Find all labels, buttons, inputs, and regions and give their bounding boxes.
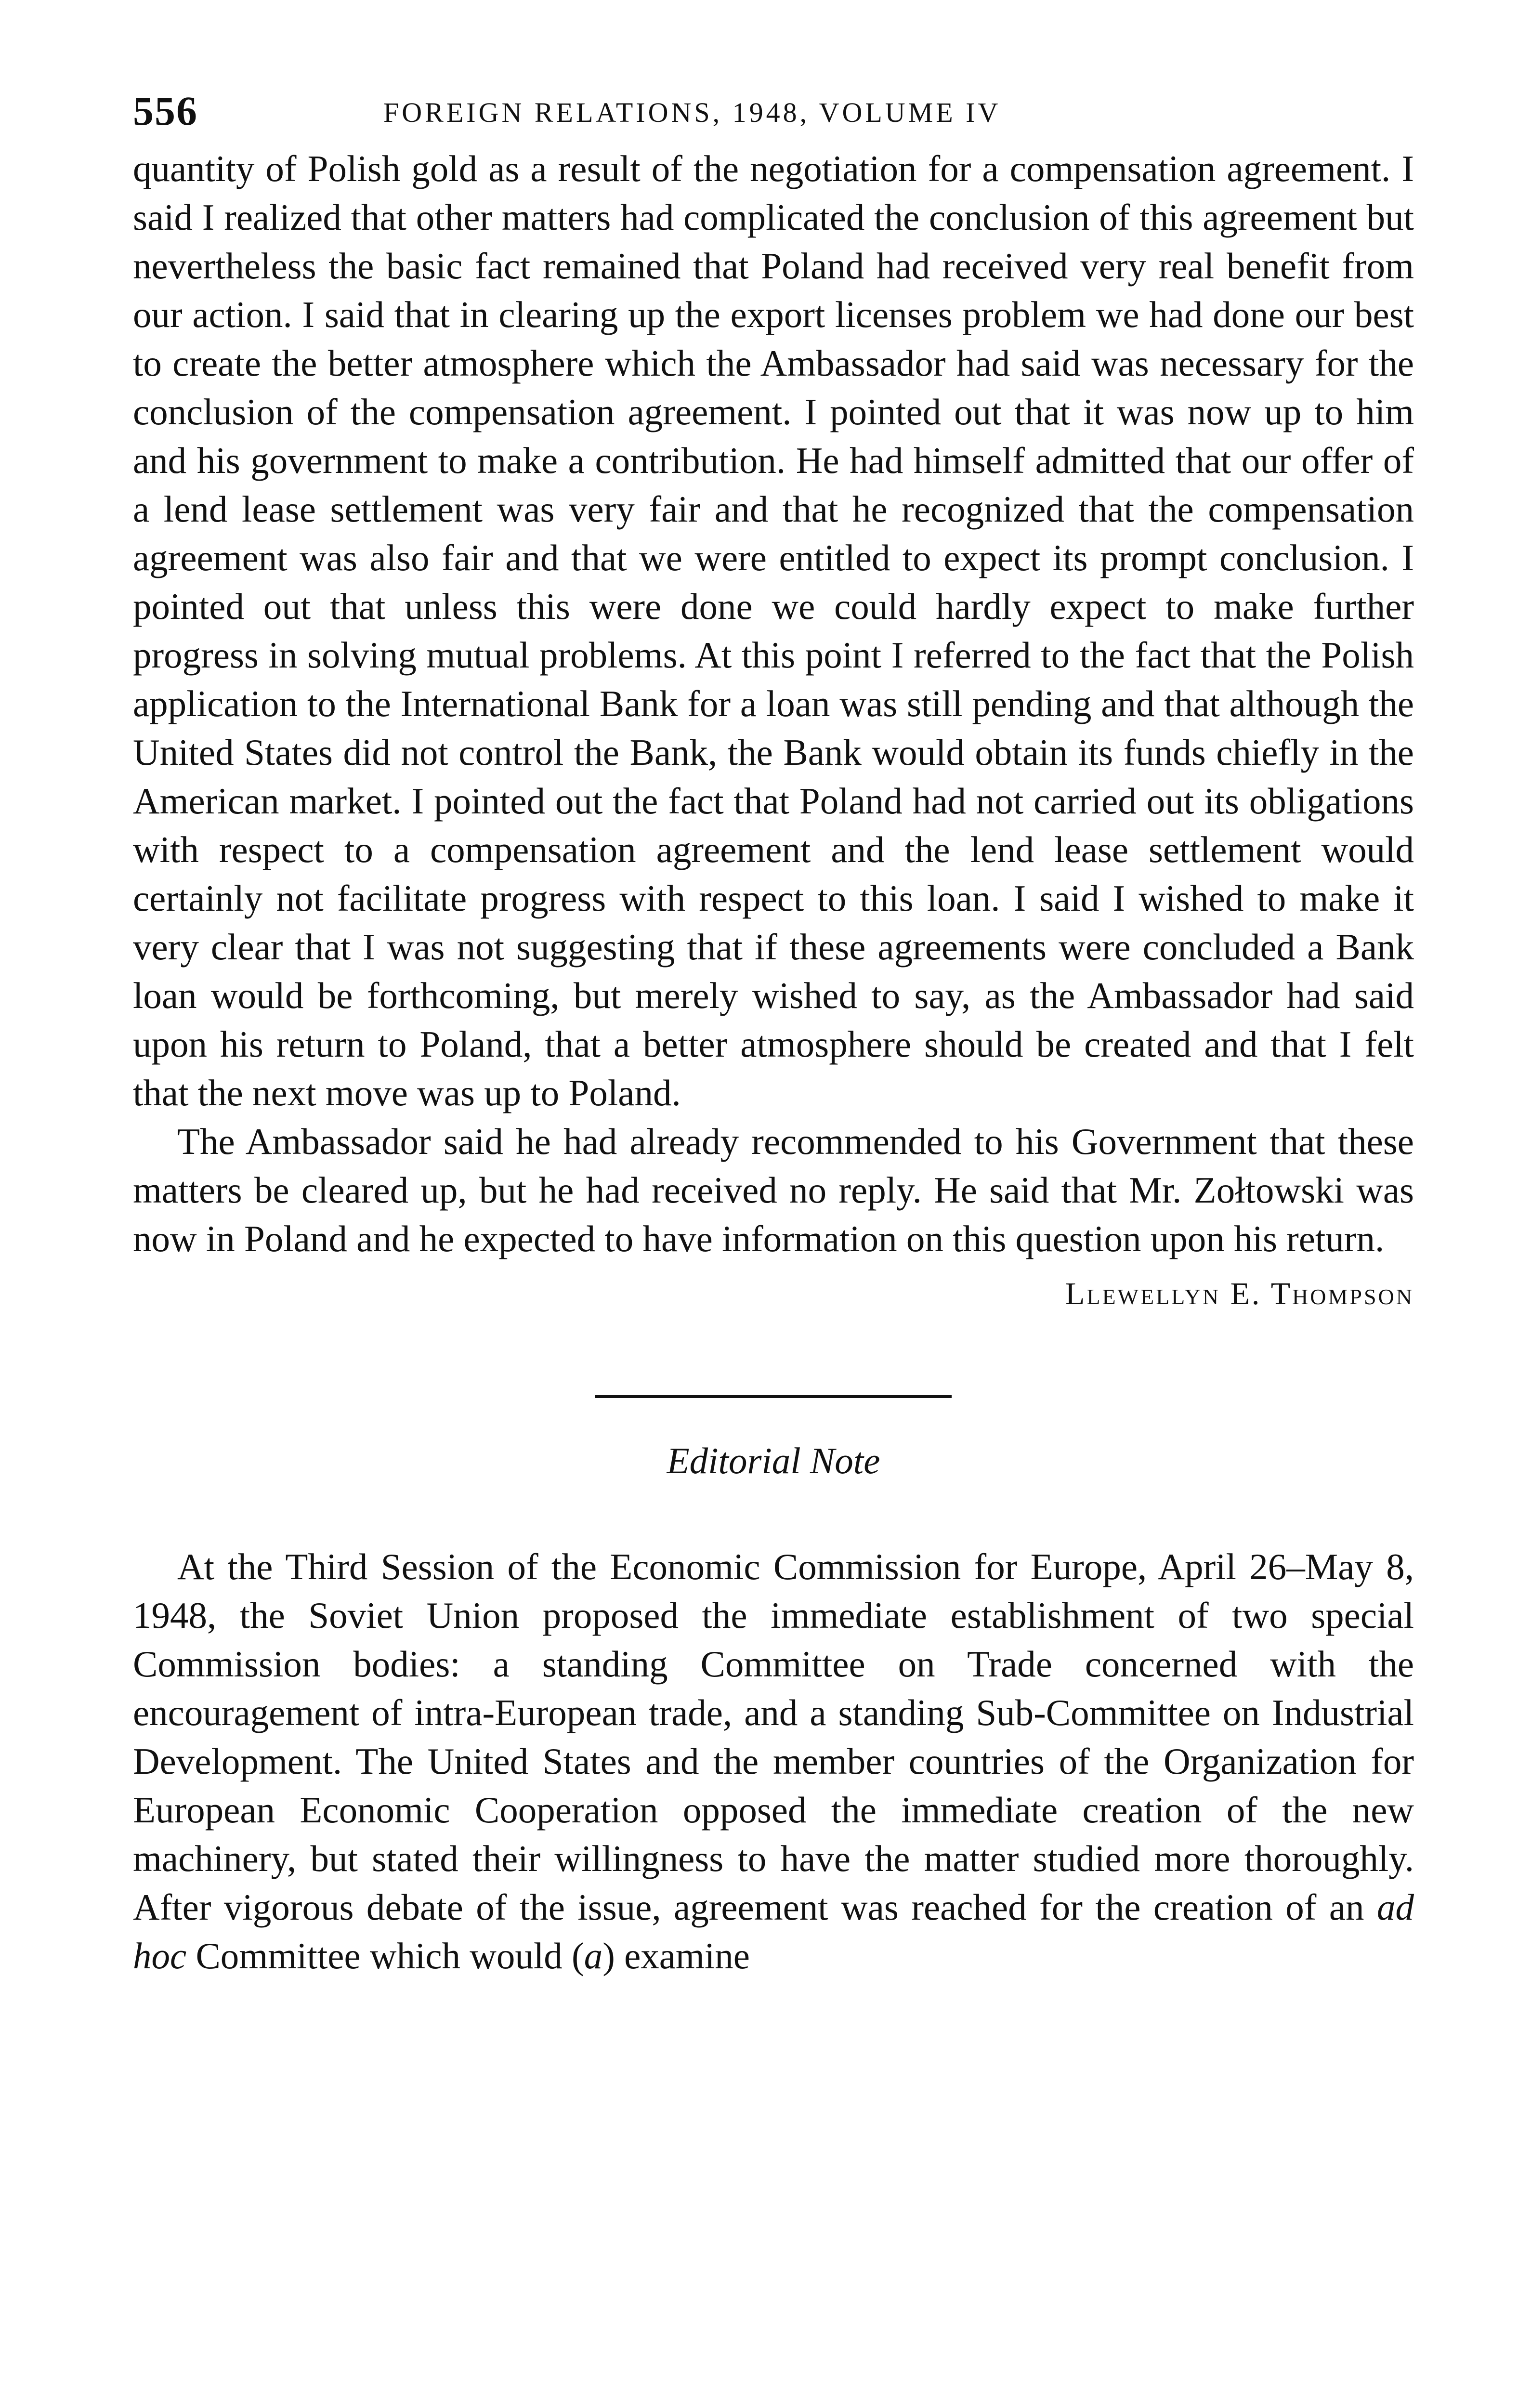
- memo-body: [133, 144, 1414, 1263]
- running-head: [133, 77, 1414, 144]
- note-item-letter: a: [584, 1935, 603, 1976]
- running-title: FOREIGN RELATIONS, 1948, VOLUME IV: [383, 97, 1001, 128]
- note-text-part-3: ) examine: [602, 1935, 750, 1976]
- signature: Llewellyn E. Thompson: [1065, 1276, 1414, 1311]
- section-divider: [595, 1395, 952, 1398]
- editorial-note-paragraph: [133, 1543, 1414, 1980]
- memo-paragraph-2: The Ambassador said he had already recommended to his Government that these matters be cleared up, but he had received no reply. He said that Mr. Zołtowski was now in Poland and he expected to have information on this question upon his return.: [133, 1121, 1414, 1259]
- page-number: 556: [133, 88, 198, 134]
- note-text-part-1: At the Third Session of the Economic Commission for Europe, April 26–May 8, 1948, the Soviet Union proposed the immediate establishment of two special Commission bodies: a standing Committee on Trade concerned with the encouragement of intra-European trade, and a standing Sub-Committee on Industrial Development. The United States and the member countries of the Organization for European Economic Cooperation opposed the immediate creation of the new machinery, but stated their willingness to have the matter studied more thoroughly. After vigorous debate of the issue, agreement was reached for the creation of an: [133, 1546, 1414, 1928]
- note-italic-phrase: ad hoc: [133, 1886, 1414, 1976]
- document-page: [133, 77, 1414, 1980]
- editorial-note-body: [133, 1543, 1414, 1980]
- note-text-part-2: Committee which would (: [186, 1935, 584, 1976]
- editorial-note-heading: Editorial Note: [667, 1440, 880, 1481]
- memo-paragraph-1: quantity of Polish gold as a result of the negotiation for a compensation agreement. I said I realized that other matters had complicated the conclusion of this agreement but nevertheless the basic fact remained that Poland had received very real benefit from our action. I said that in clearing up the export licenses problem we had done our best to create the better atmosphere which the Ambassador had said was necessary for the conclusion of the compensation agreement. I pointed out that it was now up to him and his government to make a contribution. He had himself admitted that our offer of a lend lease settlement was very fair and that he recognized that the compensation agreement was also fair and that we were entitled to expect its prompt conclusion. I pointed out that unless this were done we could hardly expect to make further progress in solving mutual problems. At this point I referred to the fact that the Polish application to the International Bank for a loan was still pending and that although the United States did not control the Bank, the Bank would obtain its funds chiefly in the American market. I pointed out the fact that Poland had not carried out its obligations with respect to a compensation agreement and the lend lease settlement would certainly not facilitate progress with respect to this loan. I said I wished to make it very clear that I was not suggesting that if these agreements were concluded a Bank loan would be forthcoming, but merely wished to say, as the Ambassador had said upon his return to Poland, that a better atmosphere should be created and that I felt that the next move was up to Poland.: [133, 148, 1414, 1113]
